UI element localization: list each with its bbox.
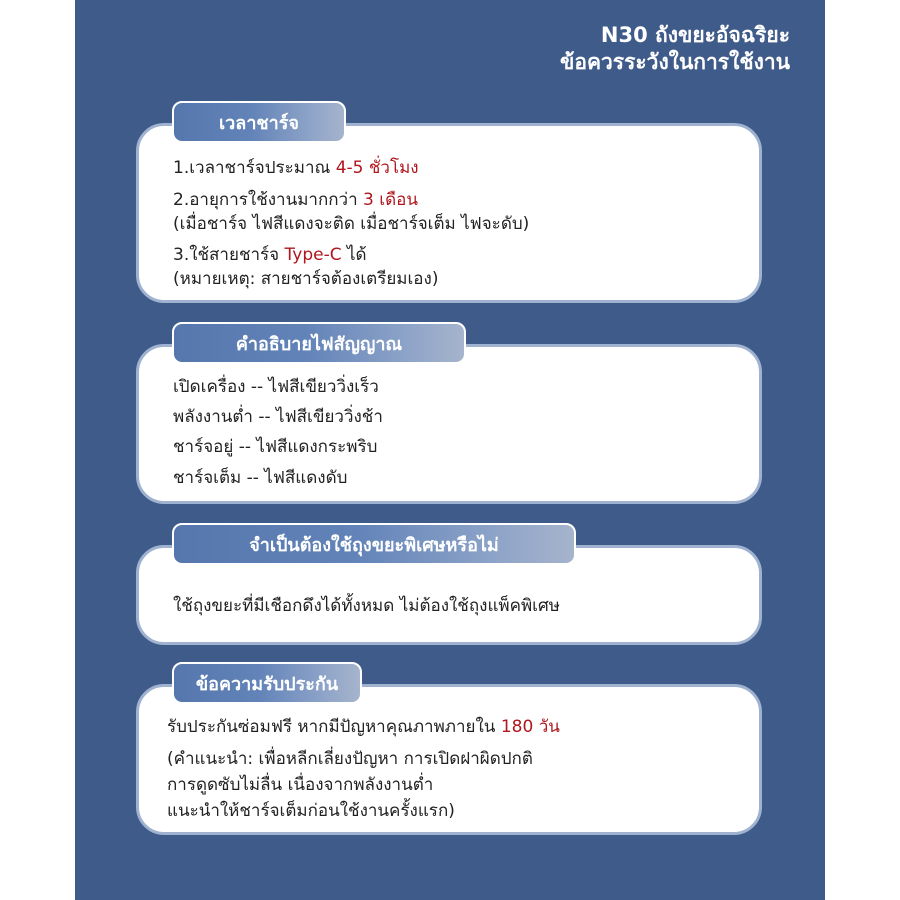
- warranty-days-highlight: 180 วัน: [500, 717, 560, 737]
- heading-line-1: N30 ถังขยะอัจฉริยะ: [600, 23, 790, 47]
- warranty-section-title: ข้อความรับประกัน: [172, 662, 362, 704]
- charging-item-2-text: 2.อายุการใช้งานมากกว่า: [173, 190, 364, 210]
- charging-section-title: เวลาชาร์จ: [172, 101, 346, 143]
- signal-line-1: เปิดเครื่อง -- ไฟสีเขียววิ่งเร็ว: [173, 377, 379, 397]
- background-panel: [75, 0, 825, 900]
- charging-time-highlight: 4-5 ชั่วโมง: [335, 158, 419, 178]
- warranty-line: [167, 713, 560, 740]
- charging-item-3-text: 3.ใช้สายชาร์จ: [173, 245, 285, 265]
- warranty-note-3: แนะนำให้ชาร์จเต็มก่อนใช้งานครั้งแรก): [167, 801, 455, 821]
- charging-card: [136, 123, 762, 303]
- charging-item-3-suffix: ได้: [341, 245, 367, 265]
- signal-line-2: พลังงานต่ำ -- ไฟสีเขียววิ่งช้า: [173, 407, 383, 427]
- charging-item-3-note: (หมายเหตุ: สายชาร์จต้องเตรียมเอง): [173, 269, 439, 289]
- type-c-highlight: Type-C: [284, 245, 342, 265]
- signals-card: [136, 344, 762, 504]
- warranty-card: [136, 684, 762, 835]
- charging-item-1: [173, 154, 419, 181]
- warranty-note-1: (คำแนะนำ: เพื่อหลีกเลี่ยงปัญหา การเปิดฝาผิดปกติ: [167, 749, 533, 769]
- warranty-note-2: การดูดซับไม่ลื่น เนื่องจากพลังงานต่ำ: [167, 775, 434, 795]
- charging-item-2-note: (เมื่อชาร์จ ไฟสีแดงจะติด เมื่อชาร์จเต็ม ไฟจะดับ): [173, 214, 530, 234]
- charging-item-2: [173, 186, 418, 213]
- charging-item-3: [173, 241, 367, 268]
- signal-line-4: ชาร์จเต็ม -- ไฟสีแดงดับ: [173, 468, 348, 488]
- lifetime-highlight: 3 เดือน: [363, 190, 418, 210]
- bags-section-title: จำเป็นต้องใช้ถุงขยะพิเศษหรือไม่: [172, 523, 576, 565]
- heading-line-2: ข้อควรระวังในการใช้งาน: [560, 50, 790, 74]
- bags-text: ใช้ถุงขยะที่มีเชือกดึงได้ทั้งหมด ไม่ต้องใช้ถุงแพ็คพิเศษ: [173, 596, 560, 616]
- signals-section-title: คำอธิบายไฟสัญญาณ: [172, 322, 466, 364]
- page-heading: [560, 22, 790, 76]
- signal-line-3: ชาร์จอยู่ -- ไฟสีแดงกระพริบ: [173, 437, 378, 457]
- charging-item-1-text: 1.เวลาชาร์จประมาณ: [173, 158, 336, 178]
- warranty-text: รับประกันซ่อมฟรี หากมีปัญหาคุณภาพภายใน: [167, 717, 501, 737]
